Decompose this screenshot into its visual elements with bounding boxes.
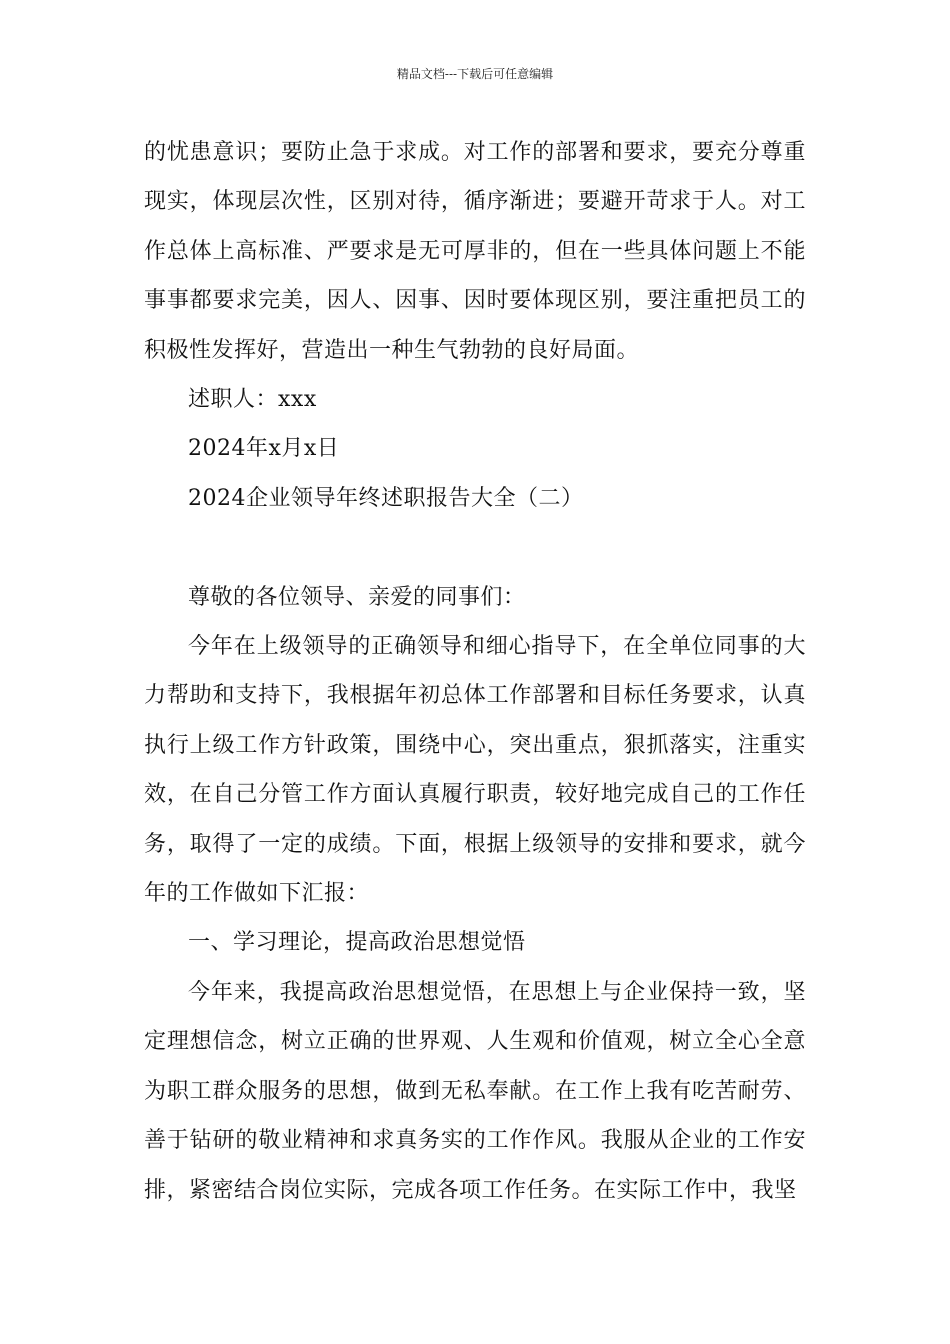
document-body xyxy=(144,128,806,1215)
salutation: 尊敬的各位领导、亲爱的同事们： xyxy=(188,584,526,610)
paragraph-section-one: 今年来，我提高政治思想觉悟，在思想上与企业保持一致，坚定理想信念，树立正确的世界观、人生观和价值观，树立全心全意为职工群众服务的思想，做到无私奉献。在工作上我有吃苦耐劳、善于钻研的敬业精神和求真务实的工作作风。我服从企业的工作安排，紧密结合岗位实际，完成各项工作任务。在实际工作中，我坚 xyxy=(144,979,806,1203)
reporter-line: 述职人：xxx xyxy=(188,387,317,413)
date-line: 2024年x月x日 xyxy=(188,436,340,462)
paragraph-continuation: 的忧患意识；要防止急于求成。对工作的部署和要求，要充分尊重现实，体现层次性，区别对待，循序渐进；要避开苛求于人。对工作总体上高标准、严要求是无可厚非的，但在一些具体问题上不能事事都要求完美，因人、因事、因时要体现区别，要注重把员工的积极性发挥好，营造出一种生气勃勃的良好局面。 xyxy=(144,140,806,363)
section-heading: 一、学习理论，提高政治思想觉悟 xyxy=(188,930,526,956)
report-title: 2024企业领导年终述职报告大全（二） xyxy=(188,485,584,511)
blank-line xyxy=(144,523,806,572)
page-header: 精品文档---下载后可任意编辑 xyxy=(396,67,554,81)
paragraph-intro: 今年在上级领导的正确领导和细心指导下，在全单位同事的大力帮助和支持下，我根据年初总体工作部署和目标任务要求，认真执行上级工作方针政策，围绕中心，突出重点，狠抓落实，注重实效，在自己分管工作方面认真履行职责，较好地完成自己的工作任务，取得了一定的成绩。下面，根据上级领导的安排和要求，就今年的工作做如下汇报： xyxy=(144,634,806,907)
